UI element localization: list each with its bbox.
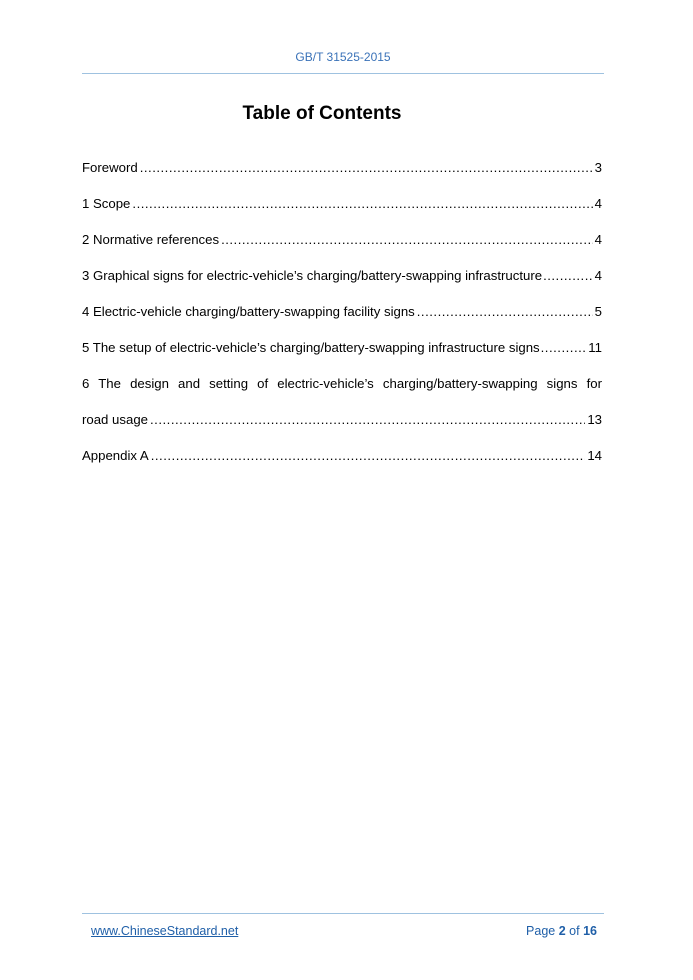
- table-of-contents: [82, 156, 602, 480]
- toc-entry-label: Foreword: [82, 160, 138, 175]
- toc-dot-leader: [140, 156, 593, 180]
- toc-entry-label: Appendix A: [82, 448, 149, 463]
- toc-dot-leader: [541, 336, 588, 360]
- toc-entry-normative-references[interactable]: [82, 228, 602, 252]
- page-prefix: Page: [526, 924, 556, 938]
- page-total: 16: [583, 924, 597, 938]
- toc-entry-scope[interactable]: [82, 192, 602, 216]
- toc-entry-foreword[interactable]: [82, 156, 602, 180]
- page-current: 2: [558, 924, 566, 938]
- document-header: [82, 50, 604, 64]
- toc-entry-setup-of-signs[interactable]: [82, 336, 602, 360]
- toc-entry-page: 13: [587, 412, 602, 427]
- toc-entry-label: 2 Normative references: [82, 232, 220, 247]
- toc-entry-appendix-a[interactable]: [82, 444, 602, 468]
- toc-dot-leader: [132, 192, 592, 216]
- toc-entry-design-and-setting[interactable]: [82, 372, 602, 432]
- toc-entry-page: 3: [594, 160, 602, 175]
- toc-dot-leader: [150, 408, 585, 432]
- toc-entry-page: 11: [588, 340, 602, 355]
- toc-entry-facility-signs[interactable]: [82, 300, 602, 324]
- toc-entry-page: 5: [594, 304, 602, 319]
- toc-entry-page: 4: [594, 232, 602, 247]
- standard-code: GB/T 31525-2015: [295, 50, 391, 64]
- toc-entry-label-line1: 6 The design and setting of electric-vehicle’s charging/battery-swapping signs for: [82, 376, 602, 391]
- footer-divider: [82, 913, 604, 914]
- toc-entry-label: 5 The setup of electric-vehicle’s charging/battery-swapping infrastructure signs: [82, 340, 540, 355]
- header-divider: [82, 73, 604, 74]
- page-of: of: [569, 924, 580, 938]
- toc-entry-page: 4: [594, 268, 602, 283]
- toc-entry-page: 14: [587, 448, 602, 463]
- toc-entry-label-line2: road usage: [82, 412, 148, 427]
- page-indicator: [526, 923, 597, 939]
- toc-entry-label: 3 Graphical signs for electric-vehicle’s charging/battery-swapping infrastructure: [82, 268, 543, 283]
- toc-dot-leader: [151, 444, 586, 468]
- website-link[interactable]: www.ChineseStandard.net: [91, 924, 239, 938]
- toc-entry-label: 1 Scope: [82, 196, 131, 211]
- page-title: Table of Contents: [242, 103, 402, 124]
- toc-entry-label: 4 Electric-vehicle charging/battery-swapping facility signs: [82, 304, 415, 319]
- toc-dot-leader: [543, 264, 594, 288]
- toc-dot-leader: [221, 228, 593, 252]
- toc-entry-graphical-signs[interactable]: [82, 264, 602, 288]
- toc-entry-page: 4: [594, 196, 602, 211]
- toc-entry-continuation: [82, 408, 602, 432]
- toc-dot-leader: [417, 300, 593, 324]
